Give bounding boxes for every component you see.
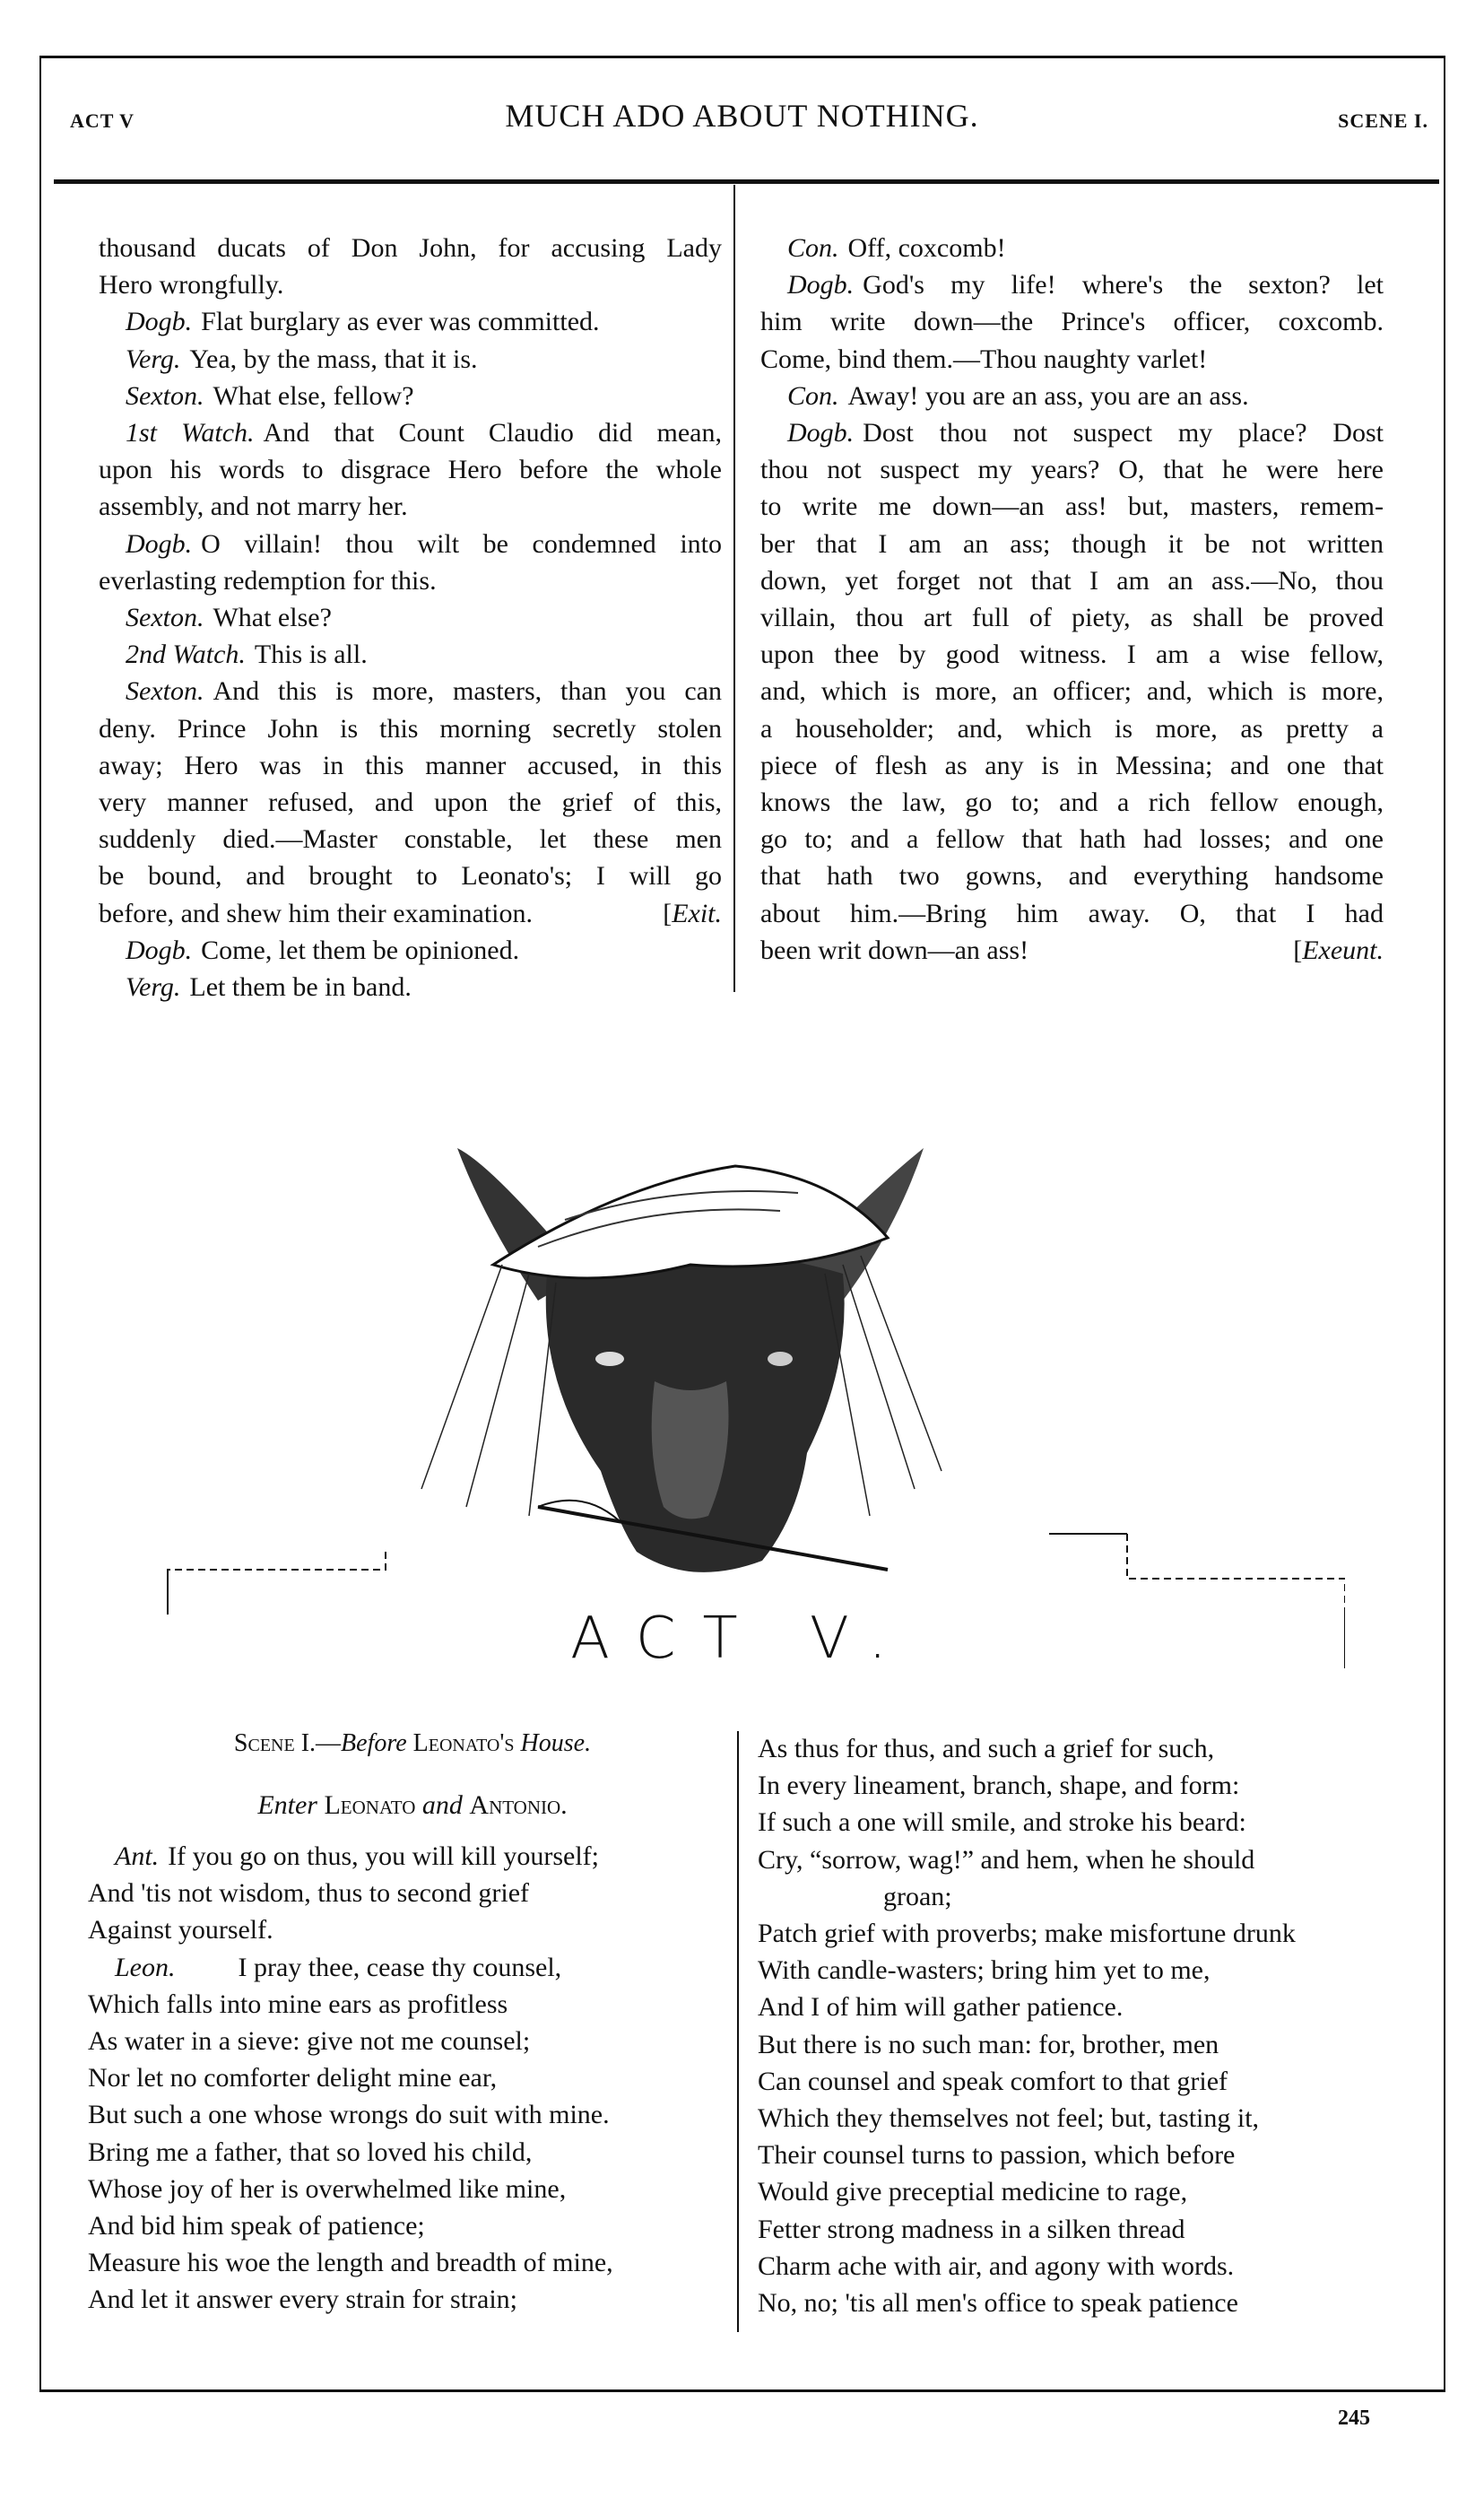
line-text: Patch grief with proverbs; make misfortune drunk [758,1919,1296,1949]
text-line [88,1949,733,1986]
line-text: Yea, by the mass, that it is. [189,344,478,374]
line-text: As water in a sieve: give not me counsel; [88,2026,531,2057]
text-line [758,2285,1412,2321]
text-line [758,1915,1412,1952]
text-line [88,2023,733,2059]
line-text: about him.—Bring him away. O, that I had [760,898,1384,928]
line-text: Cry, “sorrow, wag!” and hem, when he should [758,1844,1255,1875]
text-line [760,747,1384,784]
stage-direction-enter [99,1790,726,1821]
line-text: villain, thou art full of piety, as shall be proved [760,603,1384,633]
text-line [88,1875,733,1911]
line-text: upon his words to disgrace Hero before the whole [99,455,722,485]
stage-direction [663,895,722,932]
text-line [760,341,1384,378]
text-line [99,303,722,340]
text-line [88,2281,733,2318]
line-text: Nor let no comforter delight mine ear, [88,2063,498,2093]
line-text: Off, coxcomb! [847,233,1006,263]
text-line [758,2211,1412,2248]
text-line [99,895,722,932]
character-antonio: Antonio. [469,1790,568,1820]
text-line [758,1841,1412,1878]
speaker-name: Sexton. [126,603,204,633]
line-text: that hath two gowns, and everything handsome [760,861,1384,892]
text-line [760,599,1384,636]
line-text: Can counsel and speak comfort to that grief [758,2066,1228,2096]
page-number: 245 [1338,2407,1370,2430]
running-head-act: ACT V [70,109,135,132]
speaker-name: Sexton. [126,380,204,411]
line-text: Charm ache with air, and agony with words. [758,2250,1235,2281]
line-text: to write me down—an ass! but, masters, remem- [760,492,1384,522]
line-text: Against yourself. [88,1915,273,1945]
text-line [88,1838,733,1875]
text-line [760,673,1384,709]
bracket: [ [1293,935,1303,965]
text-line [760,414,1384,451]
line-text: groan; [883,1881,952,1911]
line-text: thou not suspect my years? O, that he were here [760,455,1384,485]
left-border [39,56,41,2392]
line-text: And 'tis not wisdom, thus to second grief [88,1878,530,1909]
line-text: be bound, and brought to Leonato's; I will go [99,861,722,892]
text-line [760,562,1384,599]
text-line [88,1911,733,1948]
line-text: down, yet forget not that I am an ass.—No, thou [760,565,1384,596]
text-line [760,857,1384,894]
text-line [88,2207,733,2244]
text-line [760,303,1384,340]
text-line [758,2248,1412,2285]
line-text: And this is more, masters, than you can [213,676,722,707]
line-text: Fetter strong madness in a silken thread [758,2214,1185,2244]
line-text: Which they themselves not feel; but, tasting it, [758,2103,1260,2134]
text-line [99,821,722,857]
text-line [760,488,1384,525]
donkey-head-illustration [152,1112,1345,1686]
text-line [760,230,1384,266]
line-text: Their counsel turns to passion, which before [758,2140,1236,2171]
line-text: But such a one whose wrongs do suit with mine. [88,2100,610,2130]
line-text: What else? [213,603,332,633]
text-line [99,636,722,673]
line-text: piece of flesh as any is in Messina; and one that [760,750,1384,780]
line-text: Bring me a father, that so loved his child, [88,2137,533,2167]
speaker-name: 1st Watch. [126,418,255,448]
line-text: Let them be in band. [189,972,412,1003]
line-text: and, which is more, an officer; and, which is more, [760,676,1384,707]
text-line [99,414,722,451]
text-line [99,673,722,709]
text-line [758,2137,1412,2173]
speaker-name: Dogb. [126,307,193,337]
text-line [99,599,722,636]
line-text: him write down—the Prince's officer, coxcomb. [760,307,1384,337]
line-text: knows the law, go to; and a rich fellow enough, [760,788,1384,818]
scene-house: House. [520,1729,592,1757]
bottom-border [39,2389,1445,2392]
text-line [99,747,722,784]
line-text: If you go on thus, you will kill yourself; [168,1841,599,1871]
line-text: With candle-wasters; bring him yet to me, [758,1955,1211,1986]
text-line [758,1767,1412,1804]
speaker-name: Ant. [115,1841,160,1871]
running-head-scene: SCENE I. [1338,109,1428,132]
speaker-name: Verg. [126,972,181,1003]
line-text: This is all. [254,640,368,670]
scene-before: Before [341,1729,407,1757]
character-leonato: Leonato [324,1790,416,1820]
text-line [760,636,1384,673]
line-text: assembly, and not marry her. [99,492,408,522]
text-line [99,451,722,488]
text-line [99,857,722,894]
text-line [758,2063,1412,2100]
line-text: In every lineament, branch, shape, and form: [758,1771,1240,1801]
bottom-column-divider [737,1731,739,2332]
line-text: And let it answer every strain for strain; [88,2285,518,2315]
speaker-name: Dogb. [787,418,855,448]
line-text: been writ down—an ass! [760,935,1029,965]
line-text: And that Count Claudio did mean, [263,418,722,448]
speaker-name: Dogb. [787,270,855,300]
text-line [88,2134,733,2171]
text-line [758,2100,1412,2137]
text-line [760,821,1384,857]
line-text: What else, fellow? [213,380,414,411]
line-text: thousand ducats of Don John, for accusing Lady [99,233,722,263]
text-line [99,526,722,562]
text-line [758,2026,1412,2063]
line-text: upon thee by good witness. I am a wise fellow, [760,640,1384,670]
line-text: ber that I am an ass; though it be not written [760,528,1384,559]
text-line [760,266,1384,303]
text-line [88,2171,733,2207]
speaker-name: Dogb. [126,528,193,559]
line-text: Away! you are an ass, you are an ass. [847,380,1249,411]
text-line [760,378,1384,414]
line-text: And bid him speak of patience; [88,2211,425,2241]
speaker-name: 2nd Watch. [126,640,246,670]
and-word: and [421,1790,463,1820]
text-line [758,1878,1412,1915]
line-text: No, no; 'tis all men's office to speak patience [758,2288,1238,2319]
line-text: go to; and a fellow that hath had losses; and one [760,824,1384,855]
speaker-name: Con. [787,233,839,263]
line-text: before, and shew him their examination. [99,898,534,928]
line-text: I pray thee, cease thy counsel, [238,1952,562,1982]
text-line [758,1804,1412,1841]
top-border [39,56,1445,58]
text-line [99,378,722,414]
text-line [760,710,1384,747]
line-text: Come, let them be opinioned. [201,935,520,965]
bracket: [ [663,898,673,928]
text-line [758,1989,1412,2025]
text-line [99,784,722,821]
stage-direction-text: Exeunt. [1302,935,1384,965]
right-border [1444,56,1445,2392]
text-line [760,526,1384,562]
text-line [99,266,722,303]
text-line [760,895,1384,932]
text-line [99,969,722,1005]
line-text: O villain! thou wilt be condemned into [201,528,722,559]
line-text: everlasting redemption for this. [99,565,437,596]
line-text: If such a one will smile, and stroke his beard: [758,1807,1246,1838]
text-line [99,710,722,747]
text-line [88,2244,733,2281]
speaker-name: Verg. [126,344,181,374]
line-text: Come, bind them.—Thou naughty varlet! [760,344,1208,374]
line-text: Measure his woe the length and breadth of mine, [88,2248,613,2278]
line-text: Which falls into mine ears as profitless [88,1989,508,2019]
enter-word: Enter [257,1790,317,1820]
line-text: Dost thou not suspect my place? Dost [863,418,1384,448]
scene-label: Scene I.— [233,1729,342,1757]
line-text: Flat burglary as ever was committed. [201,307,600,337]
line-text: Whose joy of her is overwhelmed like mine, [88,2173,567,2204]
line-text: God's my life! where's the sexton? let [863,270,1384,300]
header-rule [54,179,1439,184]
text-line [99,341,722,378]
text-line [758,2173,1412,2210]
line-text: As thus for thus, and such a grief for such, [758,1734,1215,1763]
line-text: suddenly died.—Master constable, let these men [99,824,722,855]
stage-direction [1293,932,1384,969]
text-line [758,1952,1412,1989]
line-text: very manner refused, and upon the grief of this, [99,788,722,818]
top-right-column [760,230,1384,969]
speaker-name: Leon. [115,1952,176,1982]
stage-direction-text: Exit. [672,898,722,928]
text-line [99,932,722,969]
text-line [99,230,722,266]
line-text: But there is no such man: for, brother, men [758,2029,1219,2059]
top-column-divider [733,185,735,992]
text-line [760,451,1384,488]
scene-heading [99,1729,726,1758]
line-text: Hero wrongfully. [99,270,284,300]
top-left-column [99,230,722,1005]
text-line [760,784,1384,821]
text-line [99,488,722,525]
text-line [760,932,1384,969]
act-title: ACT V. [570,1606,914,1672]
scene-place: Leonato's [412,1729,515,1757]
speaker-name: Con. [787,380,839,411]
bottom-right-column [758,1730,1412,2321]
speaker-name: Dogb. [126,935,193,965]
line-text: a householder; and, which is more, as pretty a [760,713,1384,744]
bottom-left-column [88,1838,733,2319]
text-line [88,1986,733,2023]
text-line [88,2059,733,2096]
text-line [99,562,722,599]
line-text: And I of him will gather patience. [758,1992,1124,2023]
line-text: away; Hero was in this manner accused, in this [99,750,722,780]
line-text: deny. Prince John is this morning secretly stolen [99,713,722,744]
text-line [88,2096,733,2133]
running-head-title: MUCH ADO ABOUT NOTHING. [505,98,979,134]
line-text: Would give preceptial medicine to rage, [758,2177,1188,2207]
speaker-name: Sexton. [126,676,204,707]
text-line [758,1730,1412,1767]
